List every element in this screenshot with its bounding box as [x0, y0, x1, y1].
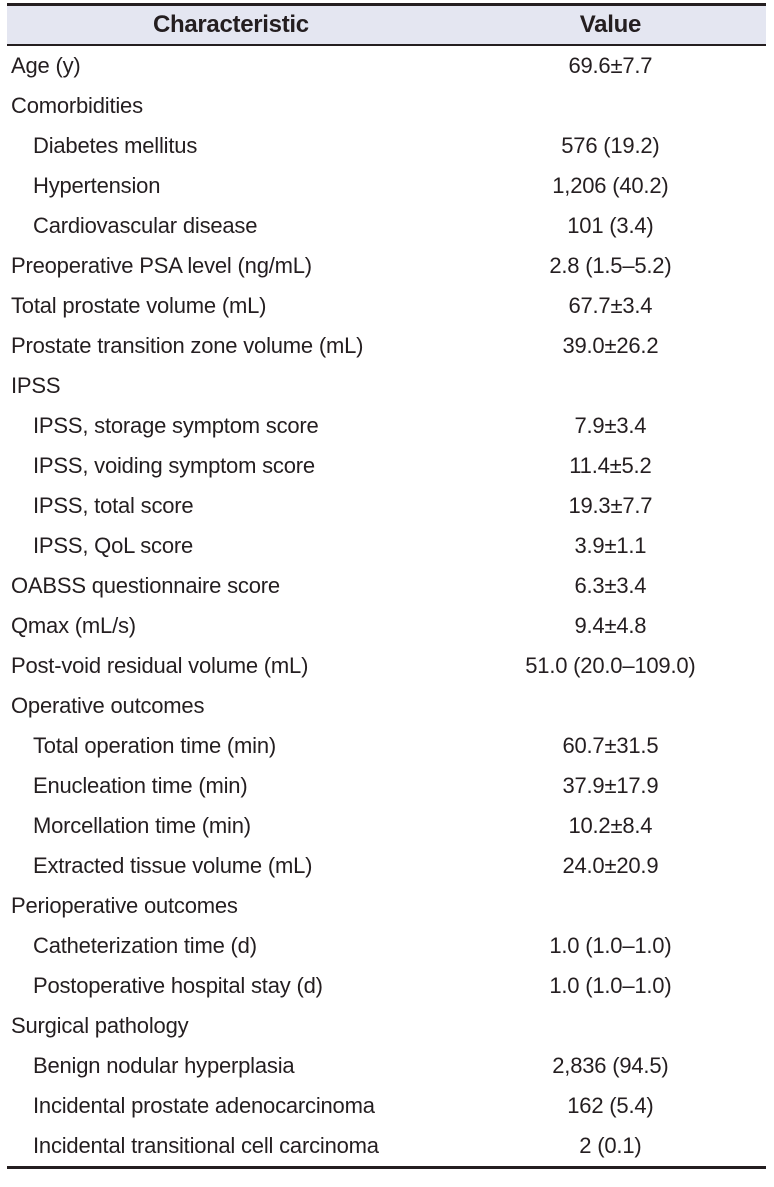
- row-label: Diabetes mellitus: [33, 133, 198, 158]
- row-label: IPSS, storage symptom score: [33, 413, 319, 438]
- row-value: 101 (3.4): [567, 213, 654, 238]
- table-row: [7, 926, 766, 966]
- column-header-characteristic: Characteristic: [7, 5, 455, 46]
- row-value: 1.0 (1.0–1.0): [549, 973, 672, 998]
- row-value: [455, 1006, 766, 1046]
- row-value: 60.7±31.5: [562, 733, 659, 758]
- table-body: [7, 45, 766, 1168]
- row-label: Benign nodular hyperplasia: [33, 1053, 295, 1078]
- row-label: Qmax (mL/s): [11, 613, 136, 638]
- table-row: [7, 446, 766, 486]
- row-value: [455, 886, 766, 926]
- row-value: 9.4±4.8: [574, 613, 647, 638]
- row-label: Perioperative outcomes: [11, 893, 238, 918]
- row-value: 2.8 (1.5–5.2): [549, 253, 672, 278]
- row-label: Operative outcomes: [11, 693, 205, 718]
- row-value: 6.3±3.4: [574, 573, 647, 598]
- row-value: 1.0 (1.0–1.0): [549, 933, 672, 958]
- table-row: [7, 606, 766, 646]
- table-row: [7, 1006, 766, 1046]
- row-value: [455, 86, 766, 126]
- row-label: OABSS questionnaire score: [11, 573, 280, 598]
- table-row: [7, 526, 766, 566]
- row-label: Age (y): [11, 53, 81, 78]
- row-label: IPSS, QoL score: [33, 533, 194, 558]
- table-row: [7, 646, 766, 686]
- table-row: [7, 726, 766, 766]
- patient-characteristics-table: [7, 3, 766, 1169]
- row-label: Incidental prostate adenocarcinoma: [33, 1093, 375, 1118]
- table-row: [7, 966, 766, 1006]
- table-row: [7, 246, 766, 286]
- patient-characteristics-table-wrap: [7, 3, 766, 1169]
- row-label: Hypertension: [33, 173, 161, 198]
- row-label: Surgical pathology: [11, 1013, 189, 1038]
- row-label: Total prostate volume (mL): [11, 293, 267, 318]
- row-label: Extracted tissue volume (mL): [33, 853, 313, 878]
- row-value: 37.9±17.9: [562, 773, 659, 798]
- row-label: Morcellation time (min): [33, 813, 251, 838]
- row-value: 19.3±7.7: [568, 493, 653, 518]
- row-value: 69.6±7.7: [568, 53, 653, 78]
- row-value: 11.4±5.2: [569, 453, 652, 478]
- table-row: [7, 406, 766, 446]
- row-label: Incidental transitional cell carcinoma: [33, 1133, 379, 1158]
- row-label: IPSS, voiding symptom score: [33, 453, 315, 478]
- row-label: Postoperative hospital stay (d): [33, 973, 323, 998]
- table-row: [7, 286, 766, 326]
- row-label: Prostate transition zone volume (mL): [11, 333, 364, 358]
- row-label: Cardiovascular disease: [33, 213, 258, 238]
- table-row: [7, 846, 766, 886]
- row-value: 576 (19.2): [561, 133, 660, 158]
- table-row: [7, 366, 766, 406]
- row-value: 3.9±1.1: [574, 533, 647, 558]
- table-row: [7, 1126, 766, 1168]
- row-label: Preoperative PSA level (ng/mL): [11, 253, 312, 278]
- row-value: 2,836 (94.5): [552, 1053, 669, 1078]
- row-value: 67.7±3.4: [568, 293, 653, 318]
- row-label: Total operation time (min): [33, 733, 277, 758]
- row-value: 24.0±20.9: [562, 853, 659, 878]
- row-value: [455, 366, 766, 406]
- table-row: [7, 1046, 766, 1086]
- table-row: [7, 86, 766, 126]
- table-row: [7, 1086, 766, 1126]
- table-row: [7, 326, 766, 366]
- table-row: [7, 486, 766, 526]
- row-value: 10.2±8.4: [568, 813, 653, 838]
- row-value: 162 (5.4): [567, 1093, 654, 1118]
- row-label: Post-void residual volume (mL): [11, 653, 309, 678]
- row-value: 7.9±3.4: [574, 413, 647, 438]
- table-row: [7, 886, 766, 926]
- row-label: IPSS, total score: [33, 493, 194, 518]
- row-value: 1,206 (40.2): [552, 173, 669, 198]
- table-row: [7, 806, 766, 846]
- row-value: 2 (0.1): [579, 1133, 642, 1158]
- table-row: [7, 766, 766, 806]
- table-row: [7, 45, 766, 86]
- row-label: Enucleation time (min): [33, 773, 248, 798]
- table-row: [7, 166, 766, 206]
- row-value: 39.0±26.2: [562, 333, 659, 358]
- header-row: [7, 5, 766, 46]
- row-value: [455, 686, 766, 726]
- table-row: [7, 566, 766, 606]
- column-header-value: Value: [455, 5, 766, 46]
- table-row: [7, 686, 766, 726]
- row-value: 51.0 (20.0–109.0): [525, 653, 696, 678]
- table-row: [7, 126, 766, 166]
- row-label: Catheterization time (d): [33, 933, 257, 958]
- row-label: IPSS: [11, 373, 61, 398]
- row-label: Comorbidities: [11, 93, 143, 118]
- table-row: [7, 206, 766, 246]
